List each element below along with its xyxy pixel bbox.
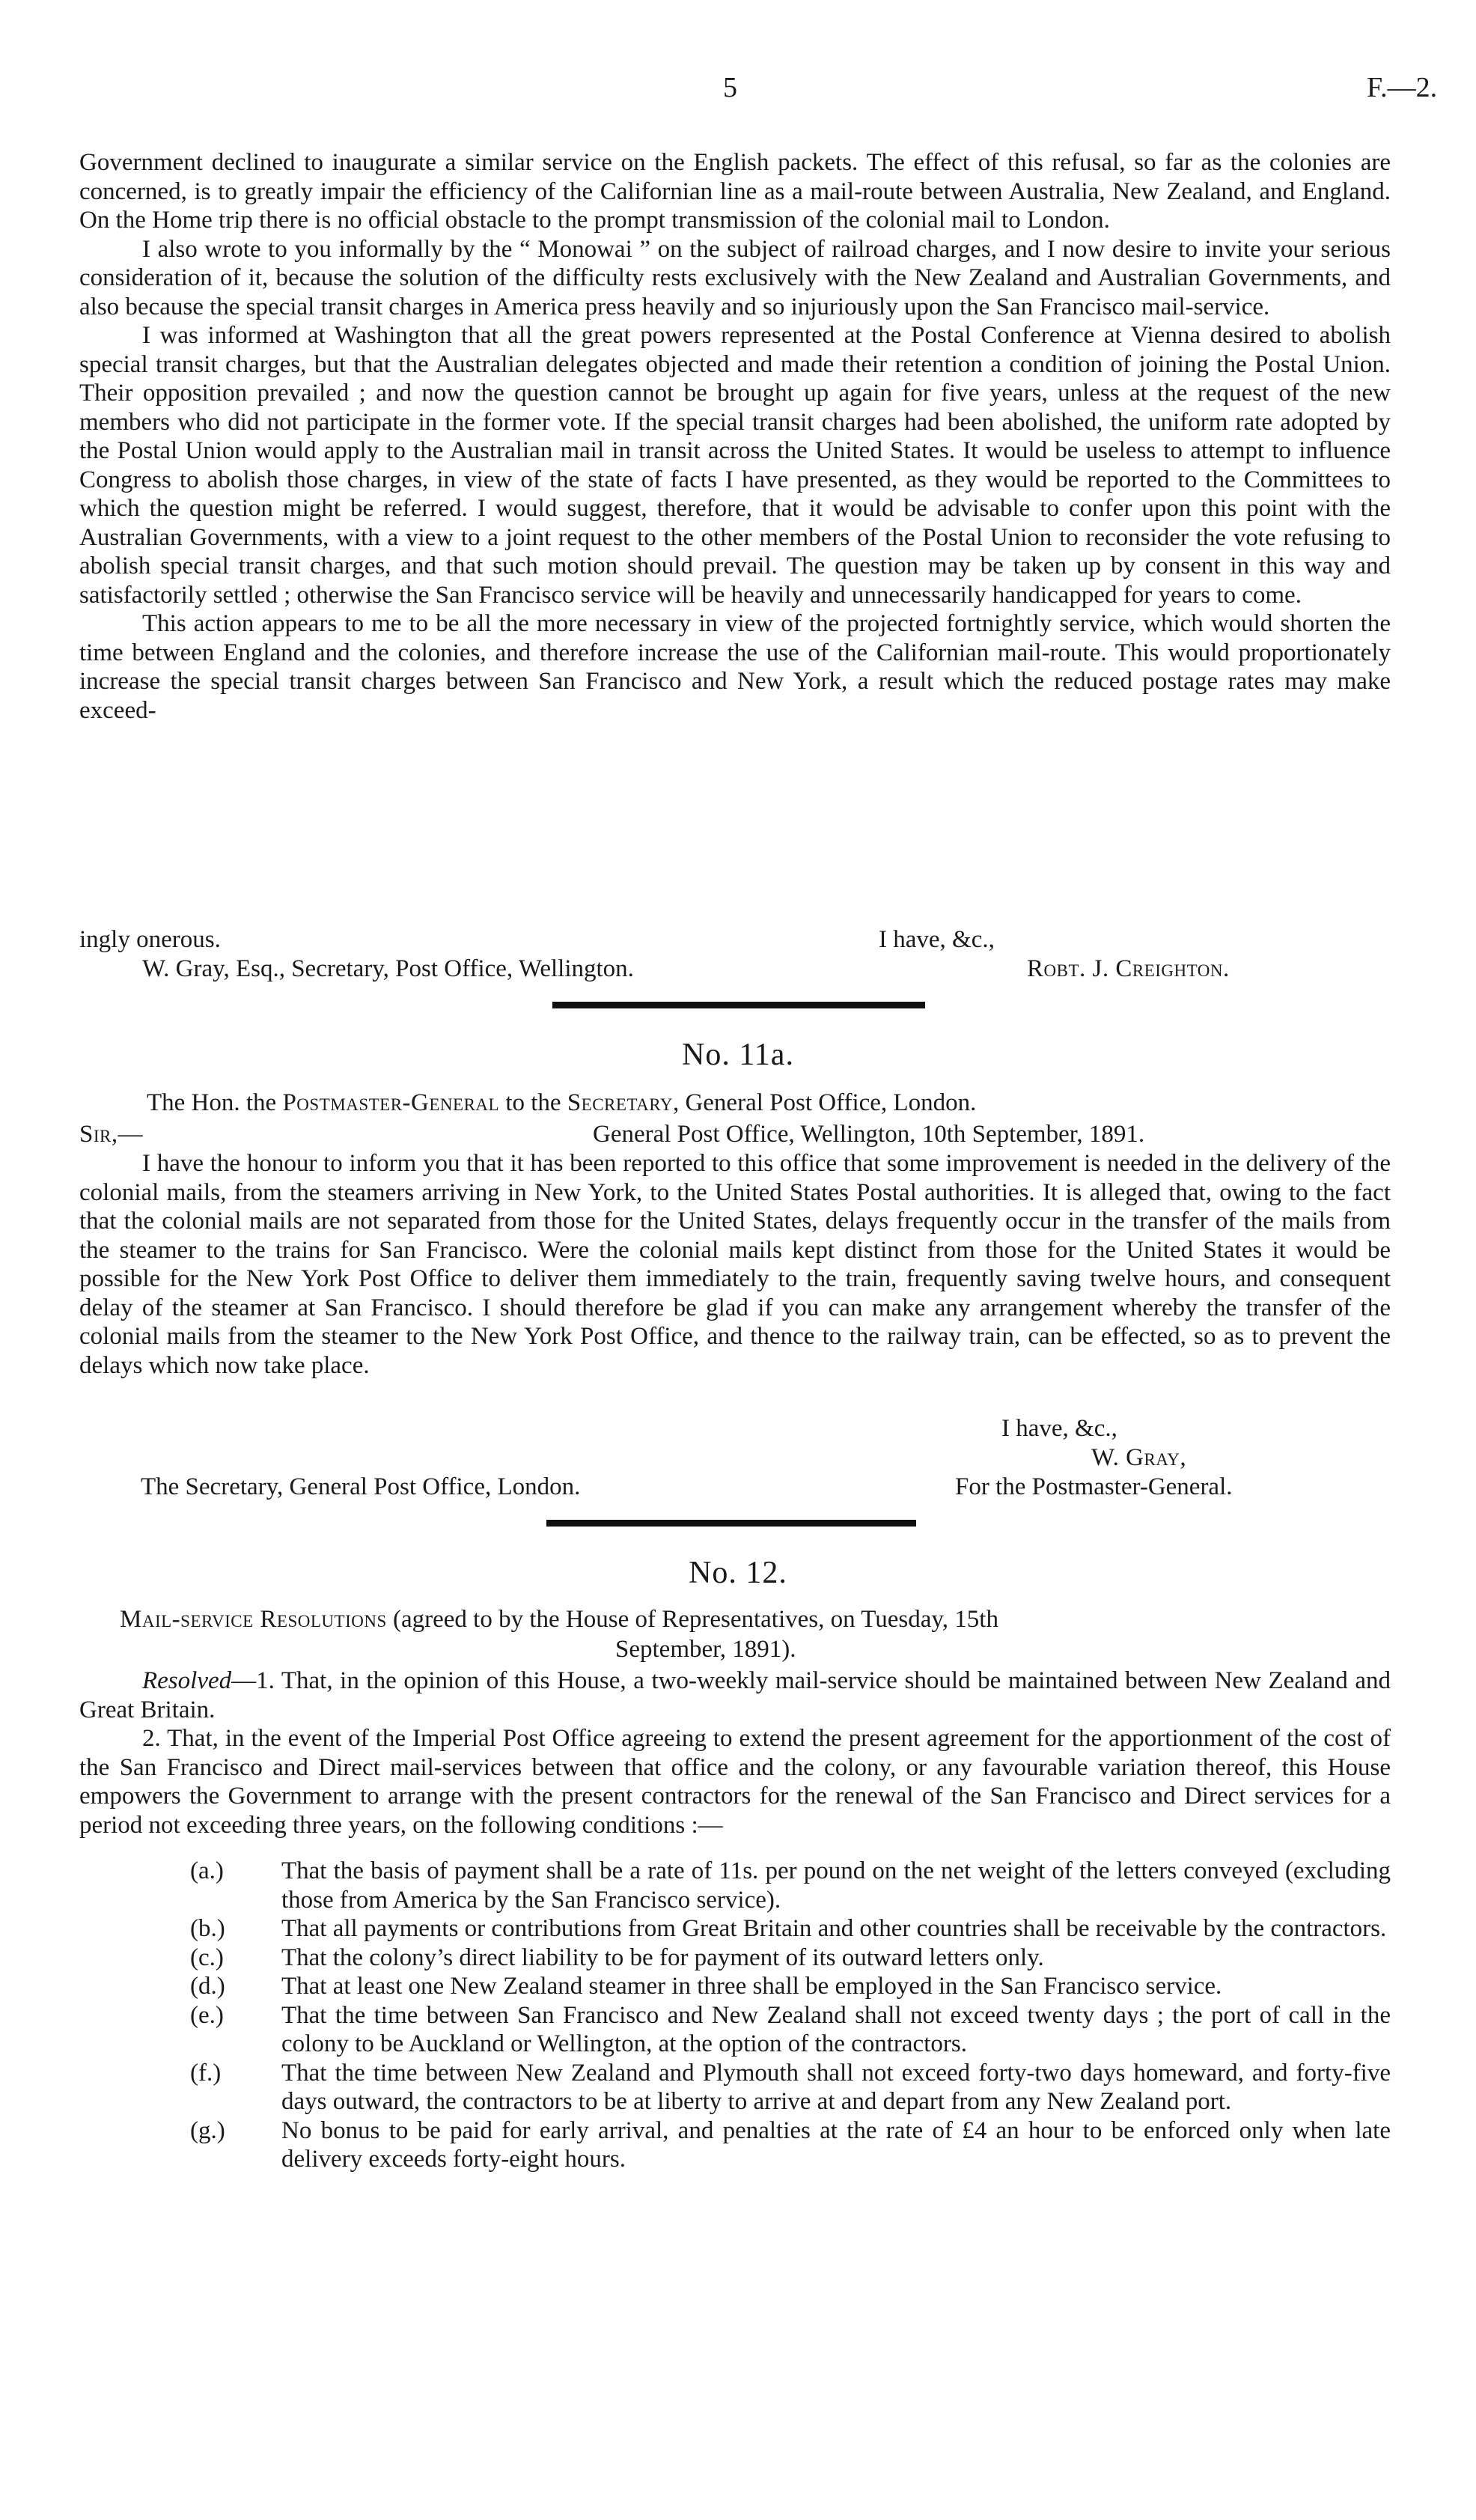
letter-closing: I have, &c., [879, 926, 995, 953]
paragraph: I have the honour to inform you that it has been reported to this office that some improvement is needed in the delivery of the colonial mails, from the steamers arriving in New York, to the United States Postal authorities. It is alleged that, owing to the fact that the colonial mails are not separated from those for the United States, delays frequently occur in the transfer of the mails from the steamer to the trains for San Francisco. Were the colonial mails kept distinct from those for the United States it would be possible for the New York Post Office to deliver them immediately to the train, frequently saving twelve hours, and consequent delay of the steamer at San Francisco. I should therefore be glad if you can make any arrangement whereby the transfer of the colonial mails from the steamer to the New York Post Office, and thence to the railway train, can be effected, so as to prevent the delays which now take place. [79, 1150, 1391, 1379]
list-item: (d.) That at least one New Zealand steamer in three shall be employed in the San Francisco service. [190, 1973, 1222, 2000]
paragraph: This action appears to me to be all the more necessary in view of the projected fortnightly service, which would shorten the time between England and the colonies, and therefore increase the use of the Californian mail-route. This would proportionately increase the special transit charges between San Francisco and New York, a result which the reduced postage rates may make exceed- [79, 610, 1391, 724]
resolution-2: 2. That, in the event of the Imperial Post Office agreeing to extend the present agreement for the apportionment of the cost of the San Francisco and Direct mail-services between that office and the colony, or any favourable variation thereof, this House empowers the Government to arrange with the present contractors for the renewal of the San Francisco and Direct services for a period not exceeding three years, on the following conditions :— [79, 1725, 1391, 1839]
list-item: (c.) That the colony’s direct liability to be for payment of its outward letters only. [190, 1944, 1044, 1971]
list-item: (a.) That the basis of payment shall be a rate of 11s. per pound on the net weight of the letters conveyed (excluding those from America by the San Francisco service). [190, 1857, 1391, 1914]
resolution-1: Resolved—1. That, in the opinion of this House, a two-weekly mail-service should be maintained between New Zealand and Great Britain. [79, 1667, 1391, 1723]
conditions-list [190, 1857, 1391, 2174]
section-heading-11a: No. 11a. [682, 1038, 794, 1072]
closing-line-left: ingly onerous. [79, 926, 221, 953]
page-number: 5 [723, 72, 737, 103]
document-reference: F.—2. [1367, 72, 1438, 103]
letter-addressee: W. Gray, Esq., Secretary, Post Office, Wellington. [142, 955, 634, 982]
paragraph: Government declined to inaugurate a similar service on the English packets. The effect of this refusal, so far as the colonies are concerned, is to greatly impair the efficiency of the Californian line as a mail-route between Australia, New Zealand, and England. On the Home trip there is no official obstacle to the prompt transmission of the colonial mail to London. [79, 149, 1391, 234]
list-item: (f.) That the time between New Zealand and Plymouth shall not exceed forty-two days homeward, and forty-five days outward, the contractors to be at liberty to arrive at and depart from any New Zealand port. [190, 2059, 1391, 2115]
list-item: (e.) That the time between San Francisco and New Zealand shall not exceed twenty days ; the port of call in the colony to be Auckland or Wellington, at the option of the contractors. [190, 2001, 1391, 2057]
letter-from-to: The Hon. the Postmaster-General to the Secretary, General Post Office, London. [147, 1089, 977, 1116]
condition-label: (a.) [190, 1857, 224, 1884]
section-divider [546, 1520, 916, 1527]
place-date: General Post Office, Wellington, 10th September, 1891. [593, 1121, 1145, 1148]
letter-closing: I have, &c., [1001, 1415, 1117, 1442]
paragraph: I also wrote to you informally by the “ Monowai ” on the subject of railroad charges, and I now desire to invite your serious consideration of it, because the solution of the difficulty rests exclusively with the New Zealand and Australian Governments, and also because the special transit charges in America press heavily and so injuriously upon the San Francisco mail-service. [79, 235, 1391, 320]
salutation: Sir,— [79, 1121, 144, 1148]
resolutions-title: Mail-service Resolutions (agreed to by the House of Representatives, on Tuesday, 15th [120, 1606, 998, 1633]
resolutions-body [79, 1667, 1391, 1839]
condition-label: (g.) [190, 2116, 225, 2144]
letter-signature: Robt. J. Creighton. [1027, 955, 1230, 982]
condition-label: (d.) [190, 1973, 225, 2000]
letter-11a-body [79, 1149, 1391, 1380]
list-item: (g.) No bonus to be paid for early arrival, and penalties at the rate of £4 an hour to be enforced only when late delivery exceeds forty-eight hours. [190, 2116, 1391, 2173]
list-item: (b.) That all payments or contributions from Great Britain and other countries shall be receivable by the contractors. [190, 1915, 1387, 1942]
signature-role: For the Postmaster-General. [955, 1473, 1233, 1500]
condition-label: (e.) [190, 2001, 224, 2029]
condition-label: (f.) [190, 2059, 222, 2087]
letter-addressee: The Secretary, General Post Office, London. [141, 1473, 581, 1500]
letter-body-continued [79, 148, 1391, 725]
paragraph: I was informed at Washington that all the great powers represented at the Postal Conference at Vienna desired to abolish special transit charges, but that the Australian delegates objected and made their retention a condition of joining the Postal Union. Their opposition prevailed ; and now the question cannot be brought up again for five years, unless at the request of the new members who did not participate in the former vote. If the special transit charges had been abolished, the uniform rate adopted by the Postal Union would apply to the Australian mail in transit across the United States. It would be useless to attempt to influence Congress to abolish those charges, in view of the state of facts I have presented, as they would be reported to the Committees to which the question might be referred. I would suggest, therefore, that it would be advisable to confer upon this point with the Australian Governments, with a view to a joint request to the other members of the Postal Union to reconsider the vote refusing to abolish special transit charges, and that such motion should prevail. The question may be taken up by consent in this way and satisfactorily settled ; otherwise the San Francisco service will be heavily and unnecessarily handicapped for years to come. [79, 322, 1391, 609]
resolutions-title-date: September, 1891). [615, 1636, 796, 1663]
section-divider [552, 1002, 925, 1008]
condition-label: (b.) [190, 1915, 225, 1942]
section-heading-12: No. 12. [689, 1556, 787, 1590]
letter-signature: W. Gray, [1091, 1444, 1187, 1471]
condition-label: (c.) [190, 1944, 224, 1971]
